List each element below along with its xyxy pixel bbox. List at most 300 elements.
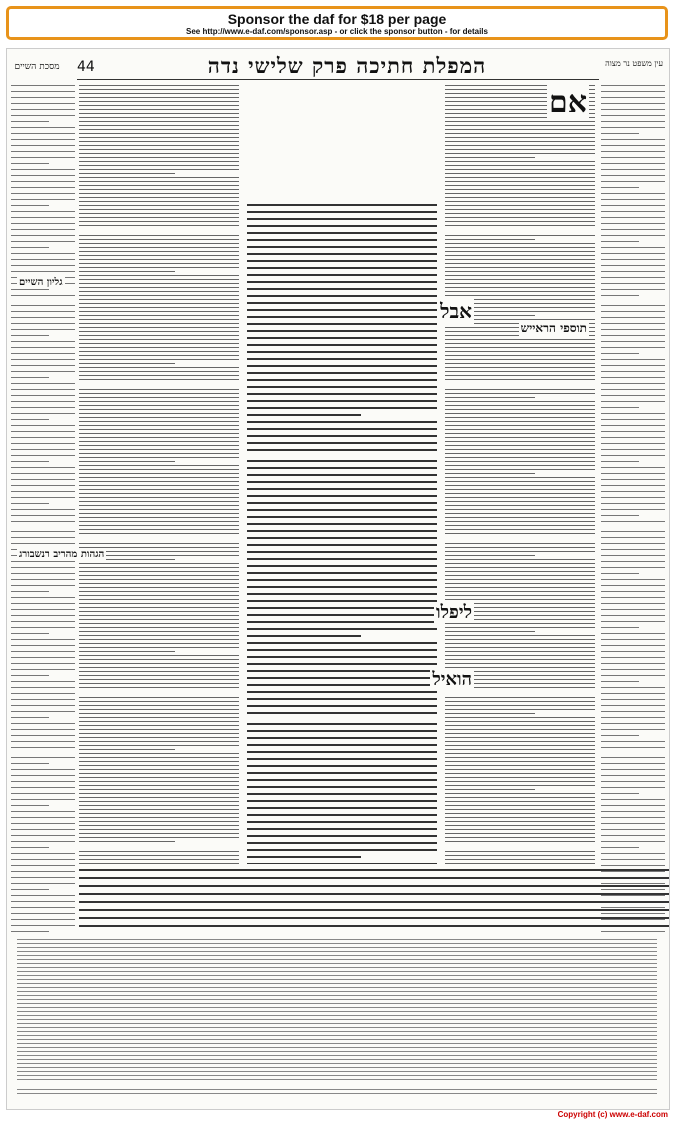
text-line bbox=[79, 687, 239, 688]
text-line bbox=[11, 491, 75, 492]
text-line bbox=[79, 497, 239, 498]
text-line bbox=[79, 571, 239, 572]
text-line bbox=[601, 91, 665, 92]
text-line bbox=[445, 579, 595, 580]
text-line bbox=[601, 181, 665, 182]
rashi-column bbox=[445, 85, 595, 865]
text-line bbox=[17, 1055, 657, 1056]
gemara-continuation bbox=[79, 869, 669, 929]
text-line bbox=[11, 717, 49, 718]
text-line bbox=[79, 437, 239, 438]
text-line bbox=[445, 575, 595, 576]
text-line bbox=[11, 729, 75, 730]
sponsor-subline: See http://www.e-daf.com/sponsor.asp - or click the sponsor button - for details bbox=[186, 27, 488, 36]
text-line bbox=[79, 109, 239, 110]
text-line bbox=[79, 481, 239, 482]
text-line bbox=[79, 817, 239, 818]
text-line bbox=[445, 509, 595, 510]
text-line bbox=[601, 687, 665, 688]
text-line bbox=[601, 663, 665, 664]
text-line bbox=[601, 401, 665, 402]
text-line bbox=[17, 1035, 657, 1036]
text-line bbox=[445, 343, 595, 344]
text-line bbox=[445, 769, 595, 770]
text-line bbox=[247, 232, 437, 234]
text-line bbox=[247, 649, 437, 651]
text-line bbox=[601, 793, 639, 794]
text-line bbox=[445, 521, 595, 522]
text-line bbox=[247, 386, 437, 388]
text-line bbox=[445, 555, 535, 556]
text-line bbox=[79, 863, 239, 864]
text-line bbox=[79, 413, 239, 414]
text-line bbox=[445, 425, 595, 426]
text-line bbox=[601, 395, 665, 396]
footnotes bbox=[17, 939, 657, 1099]
dibbur-aval: אבל bbox=[440, 299, 472, 323]
text-line bbox=[445, 841, 595, 842]
text-line bbox=[79, 133, 239, 134]
text-line bbox=[79, 705, 239, 706]
text-line bbox=[601, 383, 665, 384]
text-line bbox=[11, 217, 75, 218]
text-line bbox=[247, 723, 437, 725]
text-line bbox=[445, 765, 595, 766]
text-line bbox=[445, 587, 595, 588]
text-line bbox=[601, 359, 665, 360]
text-line bbox=[445, 137, 595, 138]
text-line bbox=[17, 1015, 657, 1016]
text-line bbox=[11, 235, 75, 236]
text-line bbox=[247, 705, 437, 707]
text-line bbox=[79, 655, 239, 656]
text-line bbox=[79, 263, 239, 264]
text-line bbox=[247, 218, 437, 220]
text-line bbox=[445, 757, 595, 758]
text-line bbox=[247, 530, 437, 532]
text-line bbox=[601, 567, 665, 568]
text-line bbox=[79, 517, 239, 518]
text-line bbox=[247, 635, 361, 637]
text-line bbox=[601, 335, 665, 336]
text-line bbox=[79, 733, 239, 734]
text-line bbox=[601, 705, 665, 706]
text-line bbox=[79, 433, 239, 434]
text-line bbox=[247, 835, 437, 837]
text-line bbox=[601, 145, 665, 146]
text-line bbox=[11, 97, 75, 98]
text-line bbox=[17, 1039, 657, 1040]
text-line bbox=[79, 379, 239, 380]
text-line bbox=[601, 163, 665, 164]
text-line bbox=[601, 675, 665, 676]
text-line bbox=[11, 711, 75, 712]
text-line bbox=[601, 115, 665, 116]
text-line bbox=[445, 655, 595, 656]
text-line bbox=[247, 316, 437, 318]
haghot-heading: הגהות מהריב רנשבורג bbox=[19, 549, 105, 560]
text-line bbox=[11, 567, 75, 568]
text-line bbox=[79, 409, 239, 410]
text-line bbox=[247, 523, 437, 525]
text-line bbox=[79, 347, 239, 348]
text-line bbox=[79, 533, 239, 534]
text-line bbox=[17, 1067, 657, 1068]
text-line bbox=[445, 441, 595, 442]
text-line bbox=[11, 109, 75, 110]
sponsor-banner[interactable] bbox=[6, 6, 668, 40]
text-line bbox=[79, 449, 239, 450]
text-line bbox=[247, 614, 437, 616]
text-line bbox=[247, 323, 437, 325]
text-line bbox=[601, 377, 665, 378]
text-line bbox=[445, 145, 595, 146]
text-line bbox=[11, 253, 75, 254]
text-line bbox=[445, 347, 595, 348]
text-line bbox=[17, 959, 657, 960]
text-line bbox=[11, 919, 75, 920]
text-line bbox=[445, 243, 595, 244]
text-line bbox=[79, 737, 239, 738]
text-line bbox=[79, 235, 239, 236]
text-line bbox=[247, 358, 437, 360]
text-line bbox=[11, 365, 75, 366]
text-line bbox=[79, 417, 239, 418]
text-line bbox=[11, 199, 75, 200]
text-line bbox=[247, 765, 437, 767]
text-line bbox=[11, 187, 75, 188]
text-line bbox=[445, 351, 595, 352]
text-line bbox=[79, 375, 239, 376]
text-line bbox=[79, 363, 175, 364]
text-line bbox=[247, 302, 437, 304]
text-line bbox=[445, 481, 595, 482]
text-line bbox=[445, 705, 595, 706]
text-line bbox=[79, 213, 239, 214]
text-line bbox=[445, 563, 595, 564]
text-line bbox=[11, 383, 75, 384]
text-line bbox=[79, 251, 239, 252]
text-line bbox=[11, 485, 75, 486]
text-line bbox=[11, 473, 75, 474]
text-line bbox=[79, 323, 239, 324]
text-line bbox=[601, 485, 665, 486]
text-line bbox=[601, 133, 639, 134]
text-line bbox=[11, 341, 75, 342]
text-line bbox=[11, 639, 75, 640]
text-line bbox=[601, 127, 665, 128]
text-line bbox=[247, 204, 437, 206]
text-line bbox=[445, 287, 595, 288]
text-line bbox=[445, 457, 595, 458]
text-line bbox=[79, 161, 239, 162]
text-line bbox=[79, 247, 239, 248]
text-line bbox=[79, 833, 239, 834]
text-line bbox=[601, 757, 665, 758]
text-line bbox=[11, 163, 49, 164]
text-line bbox=[79, 445, 239, 446]
text-line bbox=[17, 1047, 657, 1048]
text-line bbox=[79, 197, 239, 198]
text-line bbox=[445, 189, 595, 190]
text-line bbox=[601, 633, 665, 634]
text-line bbox=[247, 288, 437, 290]
text-line bbox=[79, 521, 239, 522]
text-line bbox=[17, 1075, 657, 1076]
text-line bbox=[11, 425, 75, 426]
text-line bbox=[445, 497, 595, 498]
text-line bbox=[79, 267, 239, 268]
text-line bbox=[445, 283, 595, 284]
text-line bbox=[247, 744, 437, 746]
text-line bbox=[445, 709, 595, 710]
text-line bbox=[79, 279, 239, 280]
text-line bbox=[601, 723, 665, 724]
text-line bbox=[247, 260, 437, 262]
text-line bbox=[11, 145, 75, 146]
dibbur-lifluyu: ליפלו bbox=[436, 602, 472, 623]
text-line bbox=[247, 516, 437, 518]
text-line bbox=[79, 575, 239, 576]
text-line bbox=[601, 775, 665, 776]
text-line bbox=[79, 757, 239, 758]
text-line bbox=[601, 389, 665, 390]
text-line bbox=[445, 393, 595, 394]
copyright-notice[interactable]: Copyright (c) www.e-daf.com bbox=[557, 1110, 668, 1119]
text-line bbox=[79, 141, 239, 142]
text-line bbox=[79, 397, 239, 398]
text-line bbox=[79, 89, 239, 90]
text-line bbox=[11, 817, 75, 818]
text-line bbox=[11, 853, 75, 854]
text-line bbox=[17, 975, 657, 976]
text-line bbox=[11, 311, 75, 312]
text-line bbox=[79, 255, 239, 256]
text-line bbox=[445, 121, 595, 122]
text-line bbox=[79, 493, 239, 494]
text-line bbox=[601, 329, 665, 330]
gilyon-heading: גליון השיים bbox=[19, 277, 63, 288]
text-line bbox=[601, 769, 665, 770]
text-line bbox=[79, 697, 239, 698]
text-line bbox=[601, 847, 639, 848]
text-line bbox=[601, 747, 665, 748]
text-line bbox=[17, 943, 657, 944]
text-line bbox=[445, 837, 595, 838]
text-line bbox=[11, 407, 75, 408]
text-line bbox=[601, 549, 665, 550]
text-line bbox=[79, 201, 239, 202]
text-line bbox=[79, 679, 239, 680]
right-margin-notes bbox=[601, 85, 665, 1085]
text-line bbox=[445, 623, 595, 624]
text-line bbox=[601, 657, 665, 658]
text-line bbox=[79, 505, 239, 506]
text-line bbox=[79, 193, 239, 194]
text-line bbox=[17, 939, 657, 940]
text-line bbox=[601, 323, 665, 324]
text-line bbox=[11, 663, 75, 664]
text-line bbox=[445, 627, 595, 628]
text-line bbox=[601, 253, 665, 254]
text-line bbox=[79, 299, 239, 300]
text-line bbox=[11, 121, 49, 122]
text-line bbox=[11, 419, 49, 420]
text-line bbox=[601, 311, 665, 312]
text-line bbox=[601, 639, 665, 640]
text-line bbox=[11, 295, 75, 296]
page-title: המפלת חתיכה פרק שלישי נדה bbox=[207, 53, 487, 78]
text-line bbox=[79, 473, 239, 474]
text-line bbox=[79, 221, 239, 222]
text-line bbox=[601, 247, 665, 248]
text-line bbox=[247, 607, 437, 609]
text-line bbox=[445, 809, 595, 810]
text-line bbox=[601, 241, 639, 242]
text-line bbox=[17, 967, 657, 968]
text-line bbox=[247, 800, 437, 802]
text-line bbox=[79, 421, 239, 422]
text-line bbox=[79, 635, 239, 636]
text-line bbox=[11, 91, 75, 92]
text-line bbox=[601, 277, 665, 278]
text-line bbox=[445, 177, 595, 178]
text-line bbox=[445, 701, 595, 702]
text-line bbox=[11, 561, 75, 562]
text-line bbox=[247, 814, 437, 816]
text-line bbox=[11, 829, 75, 830]
text-line bbox=[11, 503, 49, 504]
text-line bbox=[247, 572, 437, 574]
text-line bbox=[601, 443, 665, 444]
text-line bbox=[79, 579, 239, 580]
text-line bbox=[79, 721, 239, 722]
text-line bbox=[445, 169, 595, 170]
text-line bbox=[79, 525, 239, 526]
text-line bbox=[247, 225, 437, 227]
text-line bbox=[445, 375, 595, 376]
text-line bbox=[11, 443, 75, 444]
text-line bbox=[445, 785, 595, 786]
text-line bbox=[445, 129, 595, 130]
text-line bbox=[79, 117, 239, 118]
text-line bbox=[601, 585, 665, 586]
header-rule bbox=[77, 79, 599, 80]
text-line bbox=[247, 379, 437, 381]
text-line bbox=[445, 485, 595, 486]
text-line bbox=[445, 217, 595, 218]
text-line bbox=[79, 359, 239, 360]
text-line bbox=[11, 585, 75, 586]
text-line bbox=[79, 181, 239, 182]
text-line bbox=[79, 469, 239, 470]
text-line bbox=[445, 639, 595, 640]
text-line bbox=[79, 647, 239, 648]
text-line bbox=[601, 235, 665, 236]
text-line bbox=[247, 509, 437, 511]
text-line bbox=[601, 289, 665, 290]
text-line bbox=[11, 437, 75, 438]
text-line bbox=[445, 805, 595, 806]
text-line bbox=[79, 169, 239, 170]
text-line bbox=[601, 823, 665, 824]
text-line bbox=[445, 547, 595, 548]
text-line bbox=[247, 281, 437, 283]
text-line bbox=[445, 437, 595, 438]
text-line bbox=[11, 883, 75, 884]
text-line bbox=[79, 851, 239, 852]
text-line bbox=[79, 225, 239, 226]
text-line bbox=[445, 267, 595, 268]
text-line bbox=[445, 401, 595, 402]
text-line bbox=[79, 607, 239, 608]
text-line bbox=[79, 283, 239, 284]
text-line bbox=[79, 97, 239, 98]
text-line bbox=[11, 371, 75, 372]
text-line bbox=[445, 793, 595, 794]
text-line bbox=[79, 295, 239, 296]
sponsor-headline[interactable]: Sponsor the daf for $18 per page bbox=[227, 11, 447, 27]
text-line bbox=[247, 400, 437, 402]
text-line bbox=[11, 413, 75, 414]
text-line bbox=[79, 85, 239, 86]
text-line bbox=[445, 513, 595, 514]
text-line bbox=[445, 417, 595, 418]
text-line bbox=[11, 615, 75, 616]
text-line bbox=[601, 841, 665, 842]
text-line bbox=[79, 547, 239, 548]
text-line bbox=[11, 377, 49, 378]
text-line bbox=[445, 371, 595, 372]
text-line bbox=[79, 809, 239, 810]
text-line bbox=[445, 197, 595, 198]
text-line bbox=[247, 537, 437, 539]
text-line bbox=[601, 521, 665, 522]
text-line bbox=[11, 335, 49, 336]
text-line bbox=[79, 603, 239, 604]
text-line bbox=[79, 401, 239, 402]
text-line bbox=[445, 501, 595, 502]
text-line bbox=[445, 667, 595, 668]
text-line bbox=[601, 781, 665, 782]
text-line bbox=[11, 193, 75, 194]
text-line bbox=[247, 842, 437, 844]
text-line bbox=[17, 947, 657, 948]
text-line bbox=[601, 259, 665, 260]
text-line bbox=[445, 635, 595, 636]
text-line bbox=[601, 603, 665, 604]
text-line bbox=[79, 259, 239, 260]
text-line bbox=[247, 565, 437, 567]
text-line bbox=[601, 497, 665, 498]
text-line bbox=[247, 586, 437, 588]
text-line bbox=[17, 979, 657, 980]
text-line bbox=[11, 799, 75, 800]
text-line bbox=[11, 347, 75, 348]
text-line bbox=[445, 753, 595, 754]
text-line bbox=[247, 372, 437, 374]
text-line bbox=[79, 627, 239, 628]
text-line bbox=[601, 853, 665, 854]
text-line bbox=[11, 687, 75, 688]
text-line bbox=[79, 461, 175, 462]
text-line bbox=[11, 901, 75, 902]
text-line bbox=[601, 555, 665, 556]
text-line bbox=[445, 339, 595, 340]
text-line bbox=[445, 863, 595, 864]
text-line bbox=[601, 109, 665, 110]
text-line bbox=[445, 797, 595, 798]
